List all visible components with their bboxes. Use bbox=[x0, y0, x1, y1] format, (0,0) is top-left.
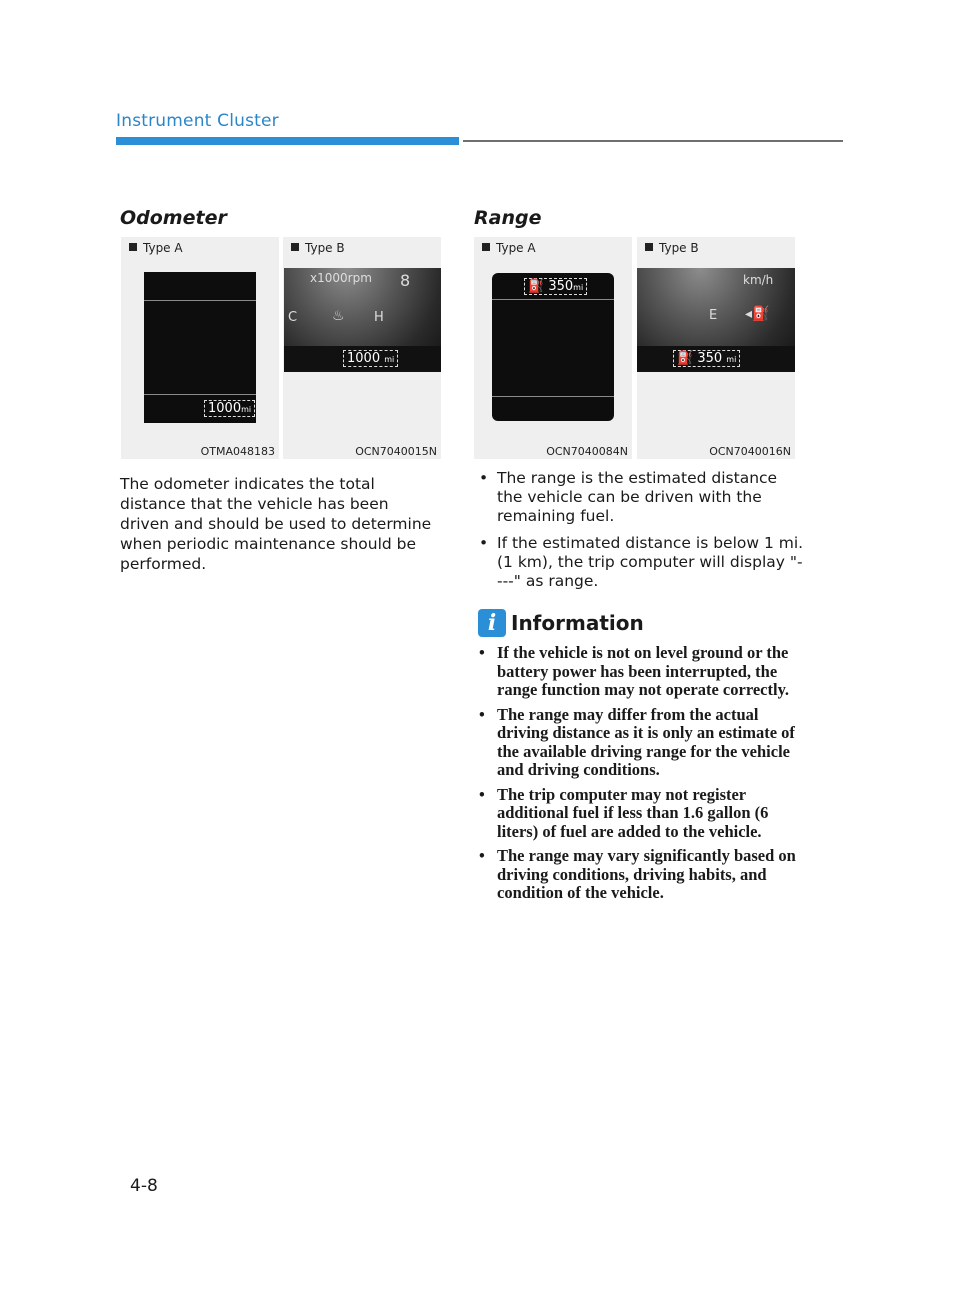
list-item: • The range is the estimated distance the vehicle can be driven with the remaining fuel. bbox=[479, 469, 778, 525]
screen-divider bbox=[144, 394, 256, 395]
odometer-description: The odometer indicates the total distance that the vehicle has been driven and should be used to determine when periodic maintenance should be performed. bbox=[120, 475, 432, 573]
coolant-temp-icon: ♨ bbox=[332, 308, 345, 324]
cold-label: C bbox=[288, 310, 298, 325]
type-label: Type B bbox=[291, 241, 345, 255]
list-item: • If the vehicle is not on level ground or the battery power has been interrupted, the range function may not operate correctly. bbox=[479, 643, 790, 699]
header-rule bbox=[463, 140, 843, 142]
figure-code: OCN7040016N bbox=[709, 445, 791, 458]
information-list bbox=[476, 644, 806, 909]
list-item: • The range may vary significantly based on driving conditions, driving habits, and condition of the vehicle. bbox=[479, 846, 796, 902]
rpm-label: x1000rpm bbox=[310, 271, 372, 285]
fuel-pump-icon: ⛽ bbox=[677, 351, 694, 366]
list-item: • The trip computer may not register additional fuel if less than 1.6 gallon (6 liters) of fuel are added to the vehicle. bbox=[479, 784, 769, 841]
speed-unit-label: km/h bbox=[743, 273, 774, 287]
information-title: Information bbox=[511, 611, 644, 635]
info-icon: i bbox=[478, 609, 506, 637]
empty-label: E bbox=[709, 308, 718, 323]
figure-code: OTMA048183 bbox=[200, 445, 275, 458]
cluster-photo bbox=[284, 268, 441, 372]
header-accent-bar bbox=[116, 137, 459, 145]
range-bullet-list bbox=[476, 469, 806, 599]
lcd-screen bbox=[492, 273, 614, 421]
odometer-figure-type-a bbox=[121, 237, 279, 459]
range-figure-type-b bbox=[637, 237, 795, 459]
bullet-square-icon bbox=[291, 243, 299, 251]
range-readout: ⛽ 350mi bbox=[524, 278, 587, 295]
screen-divider bbox=[492, 299, 614, 300]
hot-label: H bbox=[374, 310, 384, 325]
odometer-figure-type-b bbox=[283, 237, 441, 459]
section-header-title: Instrument Cluster bbox=[116, 111, 279, 131]
fuel-gauge-icon: ◂⛽ bbox=[745, 306, 770, 322]
figure-code: OCN7040015N bbox=[355, 445, 437, 458]
bullet-square-icon bbox=[645, 243, 653, 251]
page-number: 4-8 bbox=[130, 1176, 158, 1196]
bullet-square-icon bbox=[482, 243, 490, 251]
odometer-readout: 1000 mi bbox=[343, 350, 398, 367]
range-title: Range bbox=[474, 207, 542, 229]
odometer-title: Odometer bbox=[120, 207, 227, 229]
type-label: Type B bbox=[645, 241, 699, 255]
fuel-pump-icon: ⛽ bbox=[528, 279, 545, 294]
odometer-readout: 1000mi bbox=[204, 400, 255, 417]
cluster-photo bbox=[637, 268, 795, 372]
screen-divider bbox=[144, 300, 256, 301]
screen-divider bbox=[492, 396, 614, 397]
bullet-square-icon bbox=[129, 243, 137, 251]
lcd-screen bbox=[144, 272, 256, 423]
list-item: • The range may differ from the actual driving distance as it is only an estimate of the available driving range for the vehicle and driving conditions. bbox=[479, 704, 795, 779]
list-item: • If the estimated distance is below 1 mi. (1 km), the trip computer will display "----" as range. bbox=[479, 534, 804, 590]
range-readout: ⛽ 350 mi bbox=[673, 350, 740, 367]
type-label: Type A bbox=[129, 241, 183, 255]
gauge-digit: 8 bbox=[400, 271, 411, 290]
type-label: Type A bbox=[482, 241, 536, 255]
figure-code: OCN7040084N bbox=[546, 445, 628, 458]
range-figure-type-a bbox=[474, 237, 632, 459]
